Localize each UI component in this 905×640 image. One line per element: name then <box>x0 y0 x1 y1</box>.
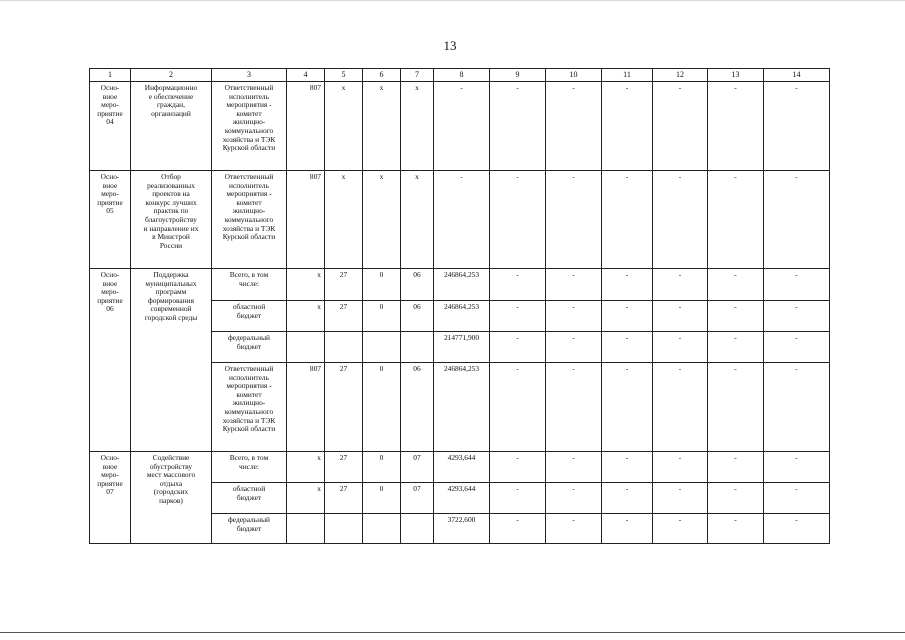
cell-empty-dash: - <box>653 483 708 514</box>
cell-c2: Информационно е обеспечение граждан, организаций <box>131 82 212 171</box>
cell-c8-amount: 4293,644 <box>434 483 490 514</box>
cell-empty-dash: - <box>708 269 764 301</box>
cell-empty-dash: - <box>653 269 708 301</box>
cell-c1: Осно- вное меро- приятие 05 <box>90 171 131 269</box>
cell-empty-dash: - <box>490 332 546 363</box>
cell-empty-dash: - <box>708 332 764 363</box>
cell-empty-dash: - <box>708 514 764 544</box>
cell-c5: х <box>325 171 363 269</box>
cell-c4 <box>287 332 325 363</box>
cell-c3: Ответственный исполнитель мероприятия - комитет жилищно- коммунального хозяйства и ТЭК Курской области <box>212 363 287 452</box>
cell-empty-dash: - <box>490 363 546 452</box>
cell-c5: 27 <box>325 269 363 301</box>
cell-c8-amount: 214771,900 <box>434 332 490 363</box>
cell-c4: 807 <box>287 363 325 452</box>
measure-name: Поддержка муниципальных программ формирования современной городской среды <box>131 269 212 452</box>
cell-c5: х <box>325 82 363 171</box>
header-cell: 6 <box>363 69 401 82</box>
cell-empty-dash: - <box>653 171 708 269</box>
cell-empty-dash: - <box>764 269 830 301</box>
cell-empty-dash: - <box>602 82 653 171</box>
cell-c8: - <box>434 82 490 171</box>
measure-name: Содействие обустройству мест массового отдыха (городских парков) <box>131 452 212 544</box>
header-cell: 13 <box>708 69 764 82</box>
header-cell: 7 <box>401 69 434 82</box>
cell-empty-dash: - <box>546 171 602 269</box>
cell-empty-dash: - <box>708 363 764 452</box>
cell-c8-amount: 3722,600 <box>434 514 490 544</box>
cell-c6 <box>363 332 401 363</box>
header-cell: 10 <box>546 69 602 82</box>
cell-c4: х <box>287 301 325 332</box>
cell-empty-dash: - <box>490 301 546 332</box>
cell-empty-dash: - <box>708 301 764 332</box>
cell-c5: 27 <box>325 363 363 452</box>
cell-empty-dash: - <box>546 483 602 514</box>
cell-c7: х <box>401 82 434 171</box>
cell-c6: 0 <box>363 269 401 301</box>
cell-empty-dash: - <box>708 171 764 269</box>
cell-c7: 06 <box>401 363 434 452</box>
cell-c1: Осно- вное меро- приятие 04 <box>90 82 131 171</box>
cell-empty-dash: - <box>490 514 546 544</box>
cell-empty-dash: - <box>546 363 602 452</box>
cell-c3: Ответственный исполнитель мероприятия - комитет жилищно- коммунального хозяйства и ТЭК Курской области <box>212 171 287 269</box>
table-row <box>90 82 830 171</box>
cell-c6: х <box>363 82 401 171</box>
cell-empty-dash: - <box>490 171 546 269</box>
cell-c3: федеральный бюджет <box>212 332 287 363</box>
table-body <box>90 69 830 544</box>
cell-empty-dash: - <box>764 171 830 269</box>
cell-empty-dash: - <box>546 452 602 483</box>
cell-c7: 07 <box>401 483 434 514</box>
cell-empty-dash: - <box>602 452 653 483</box>
cell-c5: 27 <box>325 452 363 483</box>
header-cell: 12 <box>653 69 708 82</box>
cell-c6: 0 <box>363 483 401 514</box>
cell-c4: х <box>287 452 325 483</box>
cell-empty-dash: - <box>602 301 653 332</box>
cell-c4: 807 <box>287 171 325 269</box>
cell-empty-dash: - <box>653 452 708 483</box>
cell-empty-dash: - <box>602 269 653 301</box>
cell-c2: Отбор реализованных проектов на конкурс лучших практик по благоустройству и направление их в Минстрой России <box>131 171 212 269</box>
cell-empty-dash: - <box>490 82 546 171</box>
header-row <box>90 69 830 82</box>
cell-empty-dash: - <box>490 269 546 301</box>
cell-empty-dash: - <box>602 332 653 363</box>
header-cell: 1 <box>90 69 131 82</box>
cell-c8-amount: 246864,253 <box>434 269 490 301</box>
cell-c3: областной бюджет <box>212 301 287 332</box>
cell-c3: Всего, в том числе: <box>212 269 287 301</box>
cell-empty-dash: - <box>764 452 830 483</box>
header-cell: 3 <box>212 69 287 82</box>
cell-c7: 07 <box>401 452 434 483</box>
header-cell: 8 <box>434 69 490 82</box>
cell-empty-dash: - <box>602 363 653 452</box>
cell-empty-dash: - <box>653 332 708 363</box>
cell-empty-dash: - <box>764 483 830 514</box>
cell-empty-dash: - <box>546 82 602 171</box>
table-row <box>90 171 830 269</box>
cell-empty-dash: - <box>653 301 708 332</box>
cell-c4: 807 <box>287 82 325 171</box>
cell-c8-amount: 4293,644 <box>434 452 490 483</box>
cell-c6: 0 <box>363 363 401 452</box>
cell-c4: х <box>287 483 325 514</box>
cell-empty-dash: - <box>764 301 830 332</box>
cell-c7 <box>401 332 434 363</box>
cell-empty-dash: - <box>708 82 764 171</box>
header-cell: 4 <box>287 69 325 82</box>
cell-c6: 0 <box>363 301 401 332</box>
cell-empty-dash: - <box>602 483 653 514</box>
page-top-edge <box>0 0 905 1</box>
cell-empty-dash: - <box>653 82 708 171</box>
cell-c6 <box>363 514 401 544</box>
cell-c5: 27 <box>325 483 363 514</box>
cell-c6: х <box>363 171 401 269</box>
cell-empty-dash: - <box>602 171 653 269</box>
cell-c5 <box>325 332 363 363</box>
header-cell: 11 <box>602 69 653 82</box>
cell-c4: х <box>287 269 325 301</box>
measure-code: Осно- вное меро- приятие 07 <box>90 452 131 544</box>
page-number: 13 <box>443 38 457 53</box>
cell-c8: - <box>434 171 490 269</box>
table-row <box>90 452 830 483</box>
table-row <box>90 269 830 301</box>
cell-c3: Всего, в том числе: <box>212 452 287 483</box>
cell-c5: 27 <box>325 301 363 332</box>
cell-empty-dash: - <box>546 301 602 332</box>
cell-empty-dash: - <box>653 363 708 452</box>
cell-empty-dash: - <box>546 269 602 301</box>
cell-empty-dash: - <box>708 483 764 514</box>
cell-c3: федеральный бюджет <box>212 514 287 544</box>
cell-c4 <box>287 514 325 544</box>
cell-empty-dash: - <box>490 483 546 514</box>
cell-empty-dash: - <box>490 452 546 483</box>
cell-empty-dash: - <box>764 82 830 171</box>
cell-c7: 06 <box>401 301 434 332</box>
header-cell: 14 <box>764 69 830 82</box>
cell-c8-amount: 246864,253 <box>434 363 490 452</box>
cell-empty-dash: - <box>602 514 653 544</box>
cell-empty-dash: - <box>653 514 708 544</box>
cell-c6: 0 <box>363 452 401 483</box>
cell-c7 <box>401 514 434 544</box>
program-measures-table <box>89 68 830 544</box>
header-cell: 5 <box>325 69 363 82</box>
measure-code: Осно- вное меро- приятие 06 <box>90 269 131 452</box>
cell-empty-dash: - <box>764 514 830 544</box>
cell-empty-dash: - <box>764 332 830 363</box>
header-cell: 9 <box>490 69 546 82</box>
page-bottom-edge <box>0 632 905 633</box>
cell-empty-dash: - <box>764 363 830 452</box>
cell-c7: х <box>401 171 434 269</box>
header-cell: 2 <box>131 69 212 82</box>
cell-c3: областной бюджет <box>212 483 287 514</box>
cell-empty-dash: - <box>708 452 764 483</box>
cell-c7: 06 <box>401 269 434 301</box>
cell-c8-amount: 246864,253 <box>434 301 490 332</box>
cell-c3: Ответственный исполнитель мероприятия - комитет жилищно- коммунального хозяйства и ТЭК Курской области <box>212 82 287 171</box>
cell-empty-dash: - <box>546 332 602 363</box>
cell-empty-dash: - <box>546 514 602 544</box>
cell-c5 <box>325 514 363 544</box>
